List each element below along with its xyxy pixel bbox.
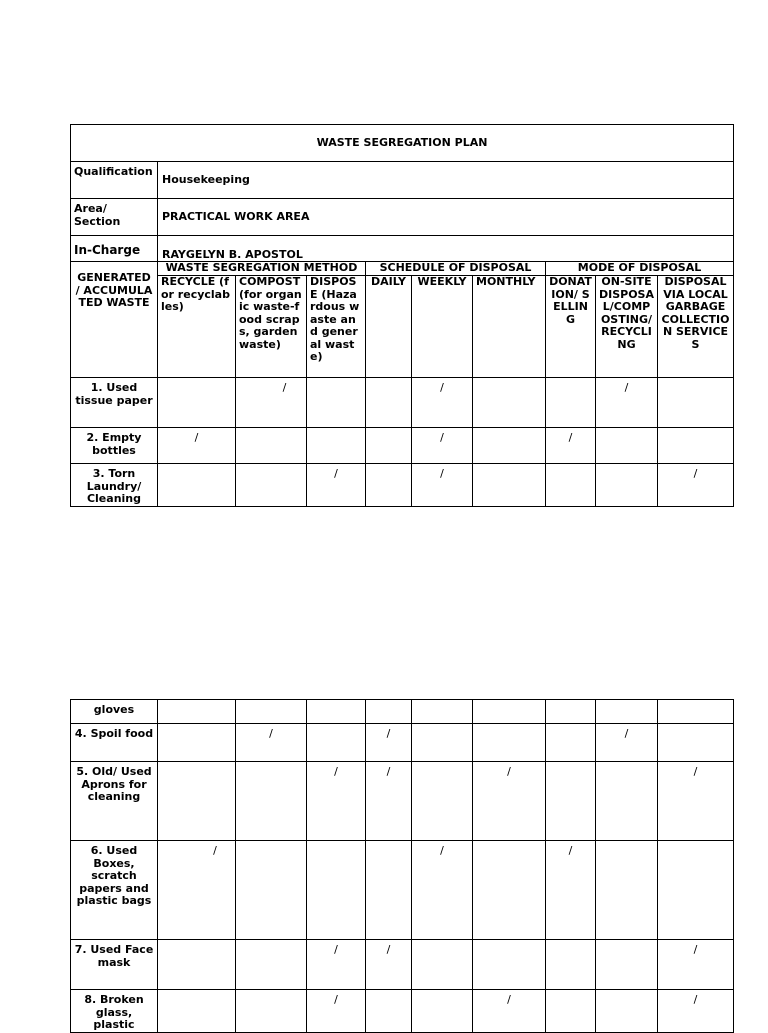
- cell-monthly: [473, 428, 546, 464]
- header-monthly: MONTHLY: [473, 276, 546, 378]
- cell-onsite: /: [596, 378, 658, 428]
- cell-dispose: /: [307, 940, 366, 990]
- cell-weekly: [412, 762, 473, 841]
- cell-donation: [546, 700, 596, 724]
- cell-compost: [236, 762, 307, 841]
- cell-compost: [236, 940, 307, 990]
- cell-weekly: /: [412, 841, 473, 940]
- cell-onsite: /: [596, 724, 658, 762]
- row-item: 6. Used Boxes, scratch papers and plastic bags: [71, 841, 158, 940]
- cell-garbage: [658, 841, 734, 940]
- cell-monthly: [473, 940, 546, 990]
- cell-donation: [546, 762, 596, 841]
- cell-donation: /: [546, 841, 596, 940]
- cell-weekly: /: [412, 428, 473, 464]
- cell-recycle: [158, 700, 236, 724]
- cell-monthly: /: [473, 990, 546, 1033]
- cell-donation: [546, 464, 596, 507]
- cell-weekly: [412, 940, 473, 990]
- row-item: 2. Empty bottles: [71, 428, 158, 464]
- cell-daily: /: [366, 762, 412, 841]
- cell-monthly: [473, 378, 546, 428]
- cell-recycle: [158, 724, 236, 762]
- cell-onsite: [596, 841, 658, 940]
- row-item: 5. Old/ Used Aprons for cleaning: [71, 762, 158, 841]
- cell-weekly: /: [412, 378, 473, 428]
- cell-dispose: [307, 724, 366, 762]
- waste-segregation-table: [70, 124, 734, 507]
- cell-dispose: [307, 700, 366, 724]
- header-recycle: RECYCLE (for recyclables): [158, 276, 236, 378]
- cell-garbage: [658, 700, 734, 724]
- table-row: [71, 700, 734, 724]
- cell-daily: [366, 700, 412, 724]
- cell-onsite: [596, 990, 658, 1033]
- header-weekly: WEEKLY: [412, 276, 473, 378]
- table-row: [71, 378, 734, 428]
- cell-recycle: [158, 762, 236, 841]
- header-daily: DAILY: [366, 276, 412, 378]
- cell-daily: [366, 428, 412, 464]
- header-garbage: DISPOSAL VIA LOCAL GARBAGE COLLECTION SERVICES: [658, 276, 734, 378]
- cell-compost: [236, 841, 307, 940]
- cell-recycle: /: [158, 841, 236, 940]
- cell-onsite: [596, 940, 658, 990]
- table-row: [71, 940, 734, 990]
- cell-recycle: /: [158, 428, 236, 464]
- cell-compost: /: [236, 724, 307, 762]
- cell-garbage: /: [658, 762, 734, 841]
- row-item: gloves: [71, 700, 158, 724]
- cell-compost: [236, 428, 307, 464]
- cell-onsite: [596, 762, 658, 841]
- cell-dispose: [307, 428, 366, 464]
- table-row: [71, 841, 734, 940]
- header-generated-waste: GENERATED / ACCUMULATED WASTE: [71, 262, 158, 378]
- row-item: 1. Used tissue paper: [71, 378, 158, 428]
- cell-compost: [236, 990, 307, 1033]
- cell-dispose: /: [307, 464, 366, 507]
- header-dispose: DISPOSE (Hazardous waste and general waste): [307, 276, 366, 378]
- cell-compost: /: [236, 378, 307, 428]
- cell-onsite: [596, 428, 658, 464]
- header-group-schedule: SCHEDULE OF DISPOSAL: [366, 262, 546, 276]
- cell-garbage: [658, 378, 734, 428]
- cell-recycle: [158, 940, 236, 990]
- cell-onsite: [596, 700, 658, 724]
- header-donation: DONATION/ SELLING: [546, 276, 596, 378]
- table-row: [71, 990, 734, 1033]
- row-item: 8. Broken glass, plastic: [71, 990, 158, 1033]
- cell-daily: [366, 464, 412, 507]
- cell-garbage: [658, 428, 734, 464]
- cell-donation: [546, 378, 596, 428]
- cell-dispose: /: [307, 762, 366, 841]
- cell-compost: [236, 464, 307, 507]
- cell-garbage: /: [658, 464, 734, 507]
- incharge-label: In-Charge: [71, 236, 158, 262]
- cell-garbage: /: [658, 990, 734, 1033]
- incharge-value: RAYGELYN B. APOSTOL: [158, 236, 734, 262]
- cell-garbage: [658, 724, 734, 762]
- waste-segregation-table-continued: [70, 699, 734, 1033]
- area-label: Area/ Section: [71, 199, 158, 236]
- cell-weekly: /: [412, 464, 473, 507]
- qualification-value: Housekeeping: [158, 162, 734, 199]
- cell-recycle: [158, 378, 236, 428]
- table-row: [71, 464, 734, 507]
- row-item: 3. Torn Laundry/ Cleaning: [71, 464, 158, 507]
- cell-recycle: [158, 990, 236, 1033]
- cell-onsite: [596, 464, 658, 507]
- cell-dispose: [307, 378, 366, 428]
- cell-weekly: [412, 990, 473, 1033]
- area-value: PRACTICAL WORK AREA: [158, 199, 734, 236]
- cell-monthly: [473, 724, 546, 762]
- cell-donation: [546, 724, 596, 762]
- header-group-mode: MODE OF DISPOSAL: [546, 262, 734, 276]
- row-item: 4. Spoil food: [71, 724, 158, 762]
- cell-donation: /: [546, 428, 596, 464]
- table-title: WASTE SEGREGATION PLAN: [71, 125, 734, 162]
- cell-daily: [366, 841, 412, 940]
- header-compost: COMPOST (for organic waste-food scraps, garden waste): [236, 276, 307, 378]
- cell-monthly: [473, 464, 546, 507]
- cell-donation: [546, 990, 596, 1033]
- cell-monthly: [473, 700, 546, 724]
- header-onsite: ON-SITE DISPOSAL/COMPOSTING/RECYCLING: [596, 276, 658, 378]
- cell-dispose: [307, 841, 366, 940]
- table-row: [71, 428, 734, 464]
- cell-donation: [546, 940, 596, 990]
- cell-daily: [366, 378, 412, 428]
- cell-daily: [366, 990, 412, 1033]
- cell-monthly: [473, 841, 546, 940]
- qualification-label: Qualification: [71, 162, 158, 199]
- cell-compost: [236, 700, 307, 724]
- cell-weekly: [412, 724, 473, 762]
- cell-monthly: /: [473, 762, 546, 841]
- cell-daily: /: [366, 724, 412, 762]
- cell-dispose: /: [307, 990, 366, 1033]
- cell-garbage: /: [658, 940, 734, 990]
- row-item: 7. Used Face mask: [71, 940, 158, 990]
- cell-recycle: [158, 464, 236, 507]
- table-row: [71, 724, 734, 762]
- header-group-method: WASTE SEGREGATION METHOD: [158, 262, 366, 276]
- cell-daily: /: [366, 940, 412, 990]
- table-row: [71, 762, 734, 841]
- cell-weekly: [412, 700, 473, 724]
